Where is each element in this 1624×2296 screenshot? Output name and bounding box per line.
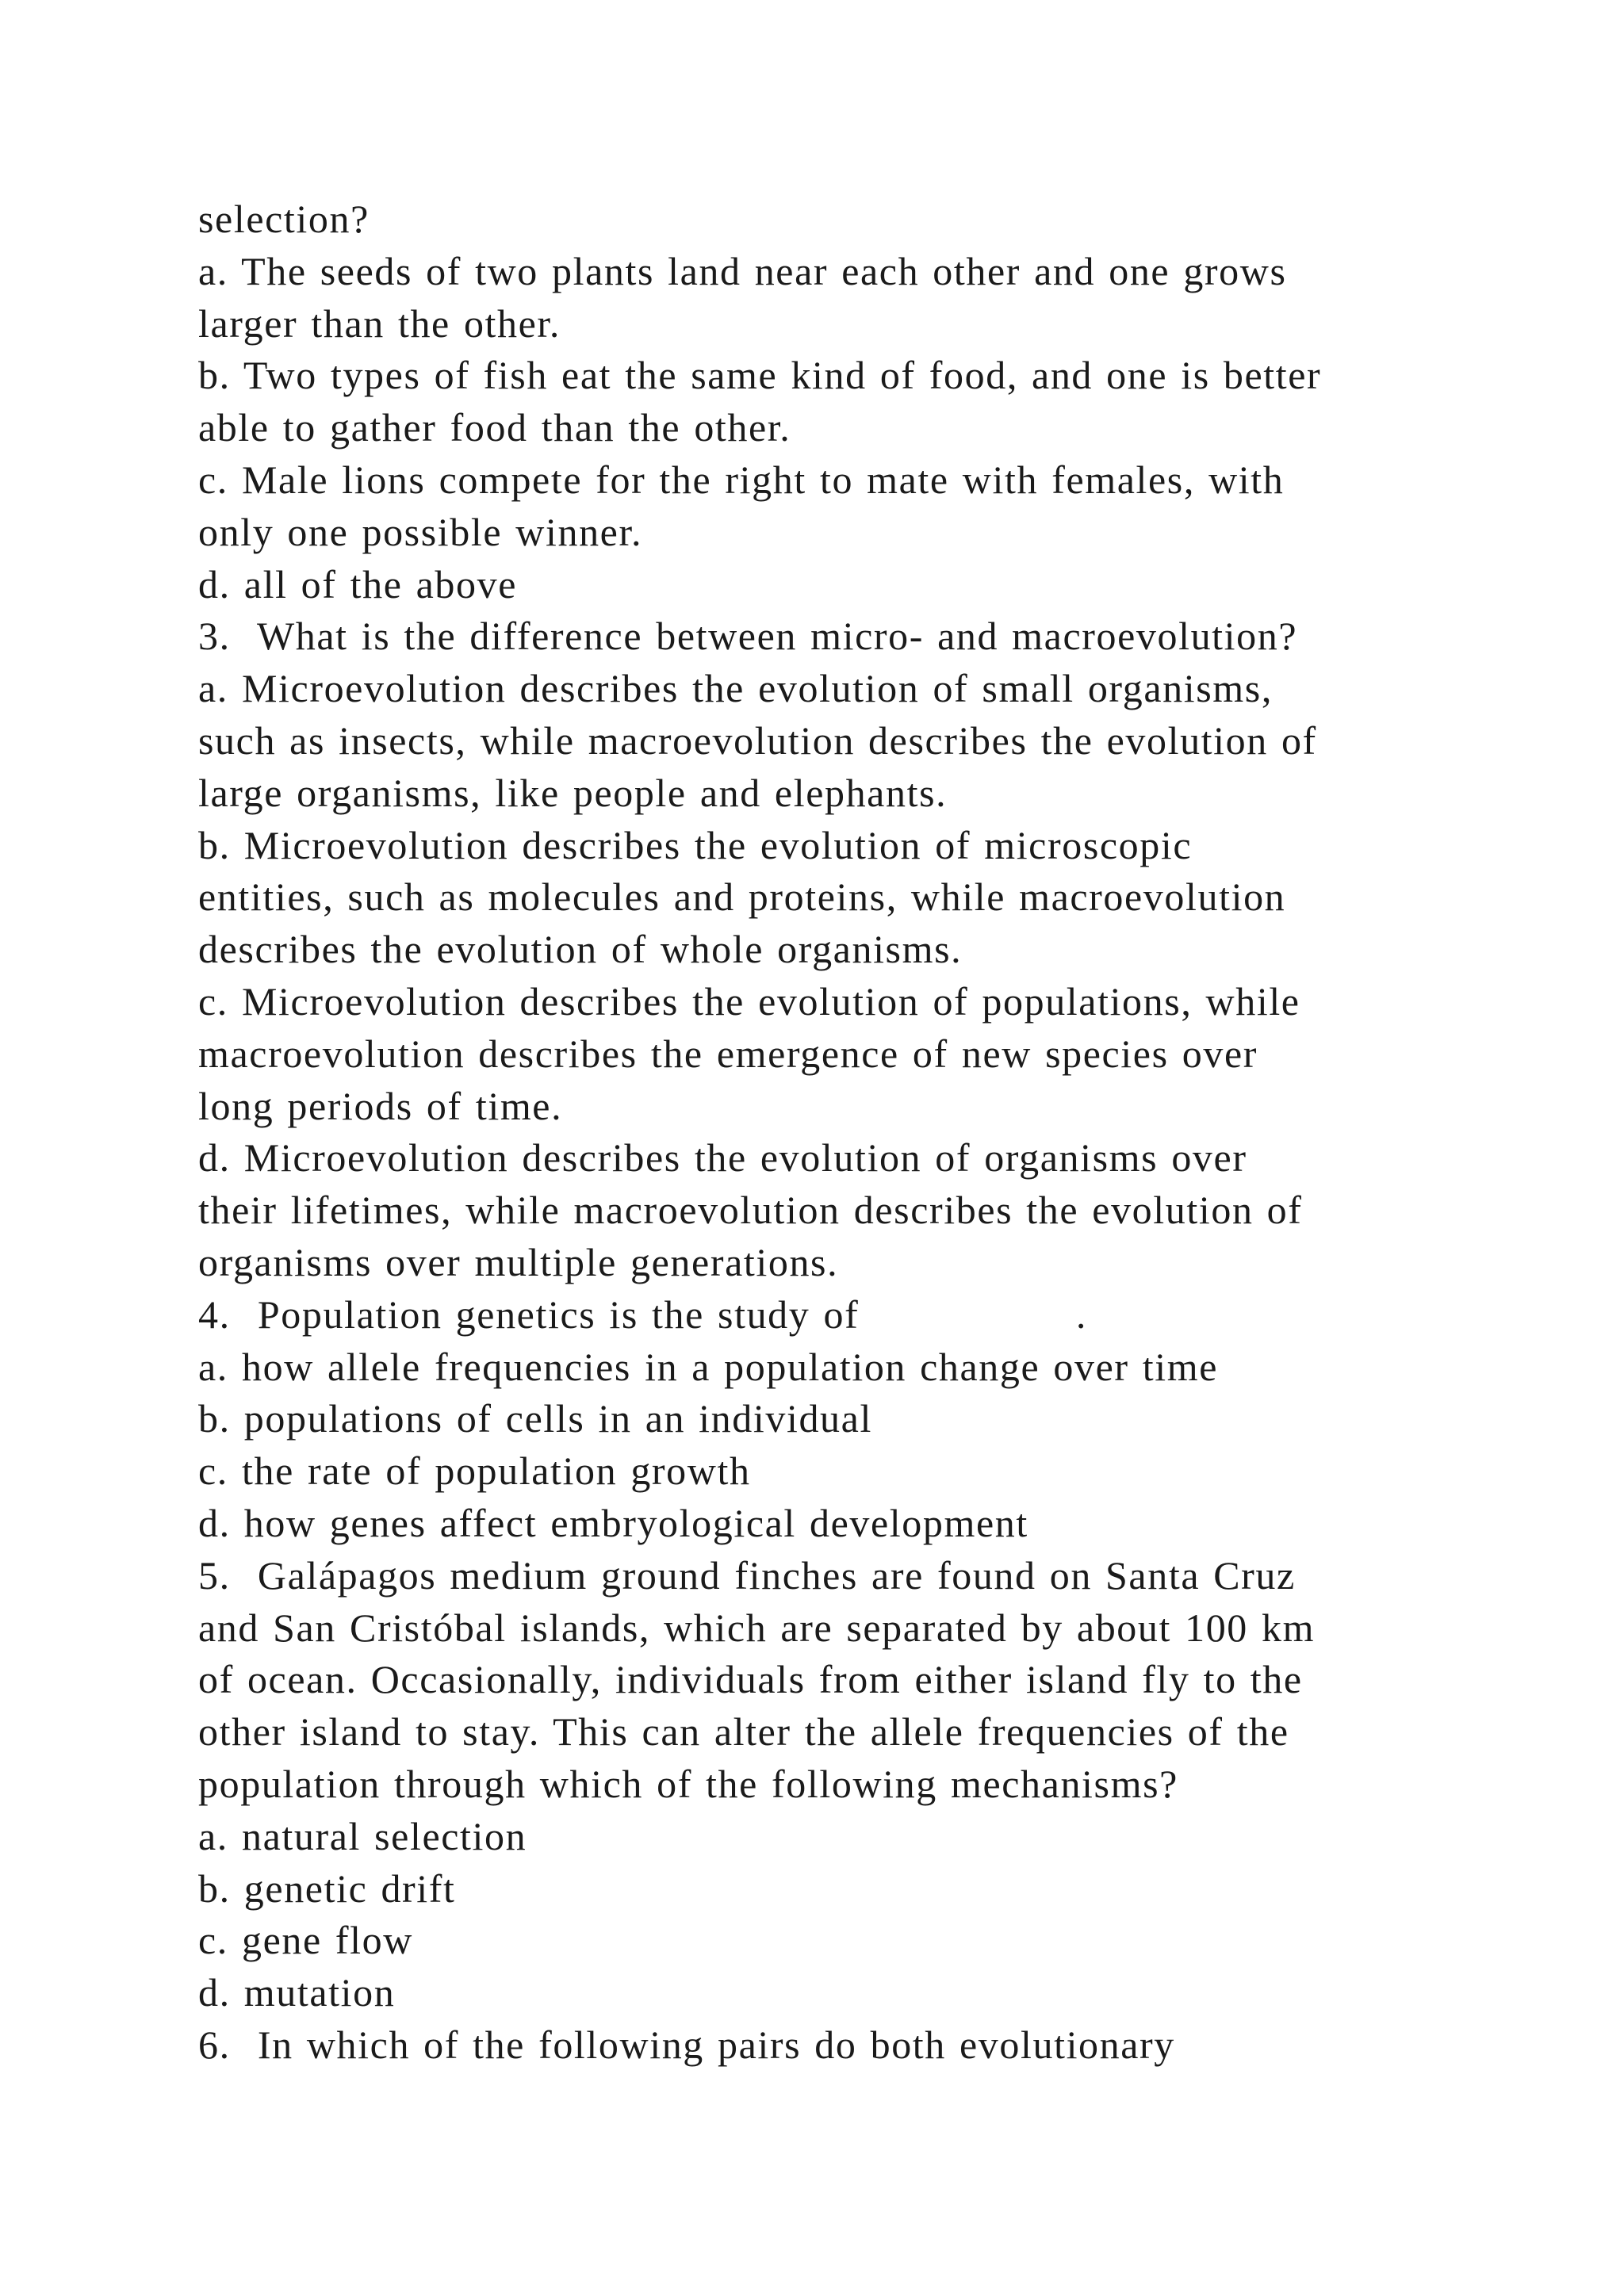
answer-option-d: d. Microevolution describes the evolution of organisms over xyxy=(198,1135,1247,1181)
text-line: and San Cristóbal islands, which are separated by about 100 km xyxy=(198,1605,1316,1650)
question-6: 6. In which of the following pairs do both evolutionary xyxy=(198,2022,1175,2067)
text-line: describes the evolution of whole organisms. xyxy=(198,927,963,972)
answer-option-a: a. The seeds of two plants land near each other and one grows xyxy=(198,248,1287,293)
document-text xyxy=(198,193,1467,2072)
text-line: large organisms, like people and elephants. xyxy=(198,770,948,815)
answer-option-c: c. Male lions compete for the right to mate with females, with xyxy=(198,457,1285,502)
answer-option-d: d. all of the above xyxy=(198,561,517,607)
question-4: 4. Population genetics is the study of . xyxy=(198,1292,1088,1337)
text-line: able to gather food than the other. xyxy=(198,405,791,450)
text-line: population through which of the following mechanisms? xyxy=(198,1761,1178,1806)
answer-option-b: b. Two types of fish eat the same kind of food, and one is better xyxy=(198,353,1322,398)
answer-option-a: a. Microevolution describes the evolution of small organisms, xyxy=(198,666,1273,711)
answer-option-d: d. how genes affect embryological development xyxy=(198,1500,1028,1545)
text-line: of ocean. Occasionally, individuals from either island fly to the xyxy=(198,1657,1303,1702)
text-line: macroevolution describes the emergence of new species over xyxy=(198,1031,1258,1076)
text-line: selection? xyxy=(198,197,370,241)
text-line: other island to stay. This can alter the allele frequencies of the xyxy=(198,1709,1289,1755)
answer-option-c: c. the rate of population growth xyxy=(198,1448,751,1494)
text-line: organisms over multiple generations. xyxy=(198,1239,839,1284)
answer-option-c: c. Microevolution describes the evolution of populations, while xyxy=(198,978,1300,1024)
answer-option-b: b. genetic drift xyxy=(198,1866,456,1911)
text-line: entities, such as molecules and proteins, while macroevolution xyxy=(198,874,1286,920)
text-line: long periods of time. xyxy=(198,1083,563,1128)
answer-option-d: d. mutation xyxy=(198,1970,396,2015)
answer-option-a: a. natural selection xyxy=(198,1813,527,1858)
text-line: such as insects, while macroevolution describes the evolution of xyxy=(198,718,1317,763)
text-line: only one possible winner. xyxy=(198,509,643,554)
answer-option-c: c. gene flow xyxy=(198,1918,413,1963)
text-line: their lifetimes, while macroevolution describes the evolution of xyxy=(198,1188,1303,1233)
question-5: 5. Galápagos medium ground finches are found on Santa Cruz xyxy=(198,1552,1296,1598)
answer-option-b: b. Microevolution describes the evolution of microscopic xyxy=(198,822,1193,867)
question-3: 3. What is the difference between micro- and macroevolution? xyxy=(198,614,1298,659)
text-line: larger than the other. xyxy=(198,300,561,346)
answer-option-a: a. how allele frequencies in a population change over time xyxy=(198,1344,1219,1389)
answer-option-b: b. populations of cells in an individual xyxy=(198,1396,872,1441)
